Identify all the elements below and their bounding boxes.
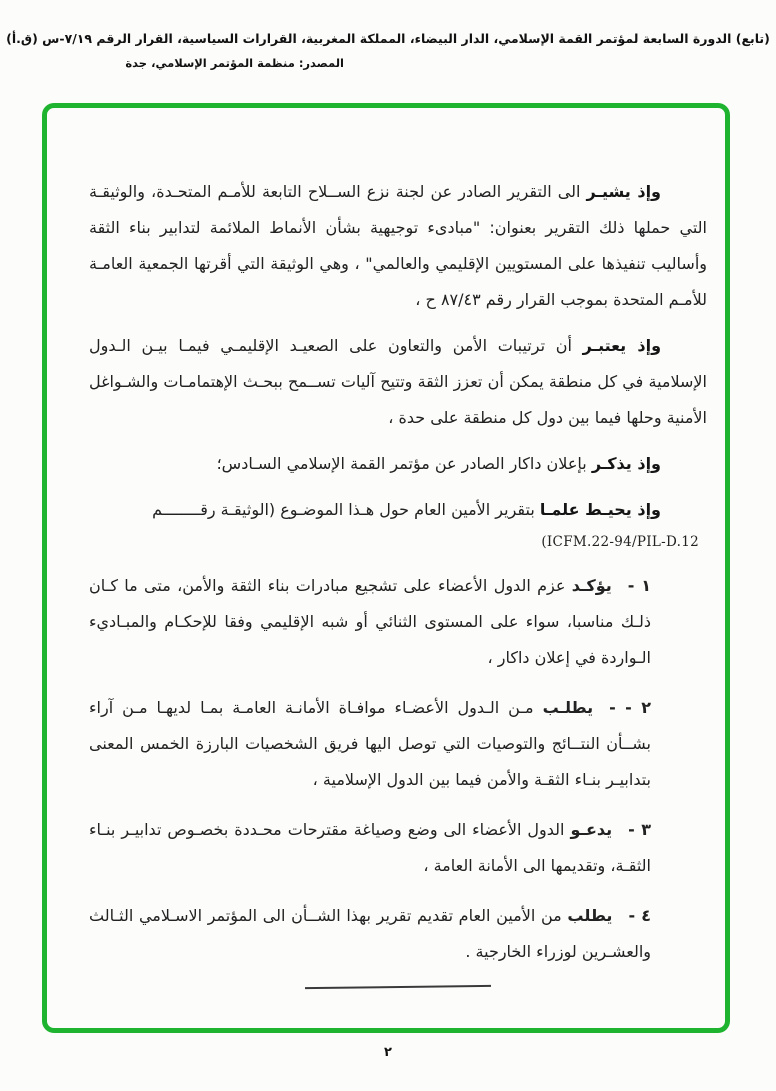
item-lead: يؤكـد: [571, 576, 612, 595]
preamble-lead: وإذ يشيـر: [586, 182, 662, 201]
preamble-paragraph: [89, 446, 707, 482]
item-text: عزم الدول الأعضاء على تشجيع مبادرات بناء الثقة والأمن، متى ما كـان ذلـك مناسبا، سواء على المستوى الثنائي أو شبه الإقليمي وفقا للإحكـام والمبـاديء الـواردة في إعلان داكار ،: [89, 576, 651, 667]
preamble-paragraph: [89, 328, 707, 436]
item-lead: يدعـو: [570, 820, 613, 839]
operative-item-2: [89, 690, 651, 798]
preamble-paragraph: [89, 174, 707, 318]
item-text: من الأمين العام تقديم تقرير بهذا الشــأن الى المؤتمر الاسـلامي الثـالث والعشـرين لوزراء الخارجية .: [89, 906, 651, 961]
operative-item-1: [89, 568, 651, 676]
item-text: الدول الأعضاء الى وضع وصياغة مقترحات محـددة بخصـوص تدابيـر بنـاء الثقـة، وتقديمها الى الأمانة العامة ،: [89, 820, 651, 875]
preamble-text: بإعلان داكار الصادر عن مؤتمر القمة الإسلامي السـادس؛: [216, 454, 592, 473]
page-number: ٢: [384, 1045, 392, 1060]
item-number: ٣ -: [628, 820, 651, 839]
preamble-text: أن ترتيبات الأمن والتعاون على الصعيـد الإقليمـي فيمـا بيـن الـدول الإسلامية في كل منطقة يمكن أن تعزز الثقة وتتيح آليات تســمح ببحـث الإهتمامـات والشـواغل الأمنية وحلها فيما بين دول كل منطقة على حدة ،: [89, 336, 707, 427]
operative-item-3: [89, 812, 651, 884]
preamble-text: الى التقرير الصادر عن لجنة نزع الســلاح التابعة للأمـم المتحـدة، والوثيقـة التي حملها ذلك التقرير بعنوان: "مبادىء توجيهية بشأن الأنماط الملائمة لتدابير بناء الثقة وأساليب تنفيذها على المستويين الإقليمي والعالمي" ، وهي الوثيقة التي أقرتها الجمعية العامـة للأمـم المتحدة بموجب القرار رقم ٨٧/٤٣ ح ،: [89, 182, 707, 309]
preamble-text: بتقرير الأمين العام حول هـذا الموضـوع (الوثيقـة رقــــــــم: [152, 500, 540, 519]
document-header-line: (تابع) الدورة السابعة لمؤتمر القمة الإسلامي، الدار البيضاء، المملكة المغربية، القرارات السياسية، القرار الرقم ٧/١٩-س (ق.أ): [6, 31, 770, 46]
item-number: ١ -: [627, 576, 651, 595]
item-text: مـن الـدول الأعضـاء موافـاة الأمانـة العامـة بمـا لديهـا مـن آراء بشــأن النتــائج والتوصيات التي توصل اليها فريق الشخصيات البارزة الخمس المعنى بتدابيـر بنـاء الثقـة والأمن فيما بين الدول الإسلامية ،: [89, 698, 651, 789]
preamble-lead: وإذ يعتبـر: [582, 336, 662, 355]
document-body: [47, 108, 725, 1028]
item-lead: يطلب: [567, 906, 613, 925]
closing-rule: [305, 985, 491, 989]
document-source-line: المصدر: منظمة المؤتمر الإسلامي، جدة: [125, 56, 344, 70]
item-number: ٤ -: [628, 906, 651, 925]
item-lead: يطلـب: [542, 698, 594, 717]
preamble-lead: وإذ يحيـط علمـا: [539, 500, 661, 519]
preamble-lead: وإذ يذكـر: [591, 454, 661, 473]
operative-item-4: [89, 898, 651, 970]
preamble-paragraph: [89, 492, 707, 528]
document-reference-code: (ICFM.22-94/PIL-D.12: [541, 534, 699, 550]
item-number: ٢ - -: [609, 698, 652, 717]
